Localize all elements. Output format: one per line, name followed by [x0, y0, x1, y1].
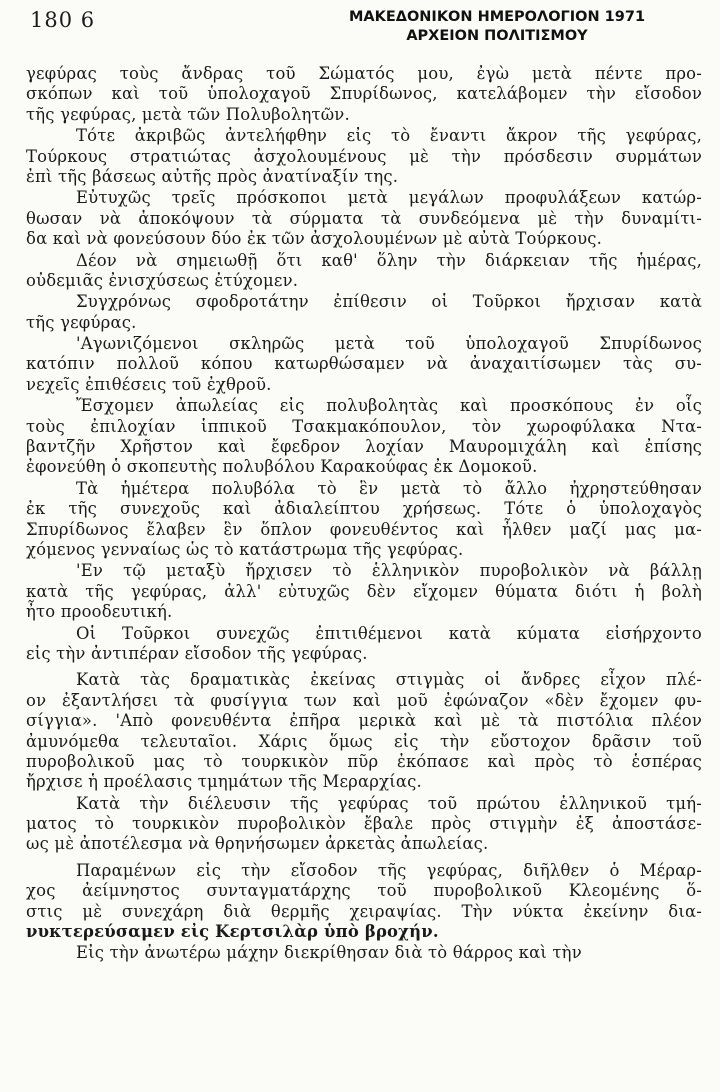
text-line: θωσαν νὰ ἀποκόψουν τὰ σύρματα τὰ συνδεόμενα μὲ τὴν δυναμίτι- — [26, 208, 702, 228]
header-title: ΜΑΚΕΔΟΝΙΚΟΝ ΗΜΕΡΟΛΟΓΙΟΝ 1971 — [348, 9, 646, 25]
text-line: Ἔσχομεν ἀπωλείας εἰς πολυβολητὰς καὶ προσκόπους ἐν οἷς — [76, 396, 702, 416]
running-header — [318, 8, 676, 46]
paragraph — [26, 943, 702, 963]
text-line: ἦτο προοδευτική. — [26, 602, 173, 622]
header-subtitle: ΑΡΧΕΙΟΝ ΠΟΛΙΤΙΣΜΟΥ — [406, 28, 588, 44]
text-line: ως μὲ ἀποτέλεσμα νὰ θρηνήσωμεν ἀρκετὰς ἀπωλείας. — [26, 834, 489, 854]
paragraph — [26, 561, 702, 622]
text-line: Κατὰ τὰς δραματικὰς ἐκείνας στιγμὰς οἱ ἄνδρες εἶχον πλέ- — [76, 670, 702, 690]
text-line: Κατὰ τὴν διέλευσιν τῆς γεφύρας τοῦ πρώτου ἑλληνικοῦ τμή- — [76, 793, 702, 813]
paragraph — [26, 396, 702, 478]
text-line: Τότε ἀκριβῶς ἀντελήφθην εἰς τὸ ἔναντι ἄκρον τῆς γεφύρας, — [76, 126, 702, 146]
text-line: Συγχρόνως σφοδροτάτην ἐπίθεσιν οἱ Τοῦρκοι ἤρχισαν κατὰ — [76, 292, 702, 312]
text-line: Σπυρίδωνος ἔλαβεν ἓν ὅπλον φονευθέντος καὶ ἦλθεν μαζί μας μα- — [26, 519, 702, 539]
text-line: χόμενος γενναίως ὡς τὸ κατάστρωμα τῆς γεφύρας. — [26, 539, 464, 559]
paragraph — [26, 292, 702, 333]
text-line: δα καὶ νὰ φονεύσουν δύο ἐκ τῶν ἀσχολουμένων μὲ αὐτὰ Τούρκους. — [26, 229, 603, 249]
paragraph — [26, 334, 702, 395]
text-line: νυκτερεύσαμεν εἰς Κερτσιλὰρ ὑπὸ βροχήν. — [26, 922, 439, 942]
text-line: πυροβολικοῦ μας τὸ τουρκικὸν πῦρ ἐκόπασε καὶ πρὸς τὸ ἑσπέρας — [26, 751, 702, 771]
text-line: ἀμυνόμεθα τελευταῖοι. Χάρις ὅμως εἰς τὴν εὔστοχον δρᾶσιν τοῦ — [26, 731, 702, 751]
text-line: ἤρχισε ἡ προέλασις τμημάτων τῆς Μεραρχίας. — [26, 772, 422, 792]
text-line: ον ἐξαντλήσει τὰ φυσίγγια των καὶ μοῦ ἐφώναζον «δὲν ἔχομεν φυ- — [26, 690, 702, 710]
text-line: στις μὲ συνεχάρη διὰ θερμῆς χειραψίας. Τὴν νύκτα ἐκείνην δια- — [26, 901, 702, 921]
text-line: κατὰ τῆς γεφύρας, ἀλλ' εὐτυχῶς δὲν εἴχομεν θύματα διότι ἡ βολὴ — [26, 581, 702, 601]
text-line: τοὺς ἐπιλοχίαν ἱππικοῦ Τσακμακόπουλον, τὸν χωροφύλακα Ντα- — [26, 416, 702, 436]
text-line: Παραμένων εἰς τὴν εἴσοδον τῆς γεφύρας, διῆλθεν ὁ Μέραρ- — [76, 860, 702, 880]
text-line: βαντζῆν Χρῆστον καὶ ἔφεδρον λοχίαν Μαυρομιχάλη καὶ ἐπίσης — [26, 437, 702, 457]
paragraph — [26, 251, 702, 292]
text-line: 'Εν τῷ μεταξὺ ἤρχισεν τὸ ἑλληνικὸν πυροβολικὸν νὰ βάλλῃ — [76, 561, 702, 581]
body-text — [26, 64, 702, 965]
text-line: τῆς γεφύρας. — [26, 312, 137, 332]
paragraph — [26, 794, 702, 855]
paragraph — [26, 64, 702, 125]
text-line: Εἰς τὴν ἀνωτέρω μάχην διεκρίθησαν διὰ τὸ θάρρος καὶ τὴν — [76, 943, 582, 963]
text-line: Δέον νὰ σημειωθῇ ὅτι καθ' ὅλην τὴν διάρκειαν τῆς ἡμέρας, — [76, 250, 702, 270]
text-line: ἐφονεύθη ὁ σκοπευτὴς πολυβόλου Καρακούφας ἐκ Δομοκοῦ. — [26, 457, 538, 477]
text-line: Τούρκους στρατιώτας ἀσχολουμένους μὲ τὴν πρόσδεσιν συρμάτων — [26, 146, 702, 166]
text-line: οὐδεμιᾶς ἐνισχύσεως ἐτύχομεν. — [26, 270, 299, 290]
text-line: ἐπὶ τῆς βάσεως αὐτῆς πρὸς ἀνατίναξίν της. — [26, 166, 399, 186]
text-line: τῆς γεφύρας, μετὰ τῶν Πολυβολητῶν. — [26, 104, 350, 124]
text-line: ἐκ τῆς συνεχοῦς καὶ ἀδιαλείπτου χρήσεως. Τότε ὁ ὑπολοχαγὸς — [26, 499, 702, 519]
paragraph — [26, 126, 702, 187]
text-line: νεχεῖς ἐπιθέσεις τοῦ ἐχθροῦ. — [26, 374, 272, 394]
text-line: Εὐτυχῶς τρεῖς πρόσκοποι μετὰ μεγάλων προφυλάξεων κατώρ- — [76, 188, 702, 208]
text-line: γεφύρας τοὺς ἄνδρας τοῦ Σώματός μου, ἐγὼ μετὰ πέντε προ- — [26, 64, 702, 83]
page-number: 180 6 — [30, 8, 96, 32]
paragraph — [26, 188, 702, 249]
text-line: Οἱ Τοῦρκοι συνεχῶς ἐπιτιθέμενοι κατὰ κύματα εἰσήρχοντο — [76, 623, 702, 643]
text-line: 'Αγωνιζόμενοι σκληρῶς μετὰ τοῦ ὑπολοχαγοῦ Σπυρίδωνος — [76, 334, 702, 354]
paragraph — [26, 479, 702, 561]
paragraph — [26, 670, 702, 792]
text-line: κατόπιν πολλοῦ κόπου κατωρθώσαμεν νὰ ἀναχαιτίσωμεν τὰς συ- — [26, 354, 702, 374]
text-line: εἰς τὴν ἀντιπέραν εἴσοδον τῆς γεφύρας. — [26, 643, 368, 663]
text-line: σίγγια». 'Απὸ φονευθέντα ἐπῆρα μερικὰ καὶ μὲ τὰ πιστόλια πλέον — [26, 711, 702, 731]
text-line: χος ἀείμνηστος συνταγματάρχης τοῦ πυροβολικοῦ Κλεομένης ὅ- — [26, 881, 702, 901]
paragraph — [26, 624, 702, 665]
paragraph — [26, 861, 702, 943]
text-line: ματος τὸ τουρκικὸν πυροβολικὸν ἔβαλε πρὸς στιγμὴν ἐξ ἀποστάσε- — [26, 814, 702, 834]
text-line: σκόπων καὶ τοῦ ὑπολοχαγοῦ Σπυρίδωνος, κατελάβομεν τὴν εἴσοδον — [26, 84, 702, 104]
text-line: Τὰ ἡμέτερα πολυβόλα τὸ ἓν μετὰ τὸ ἄλλο ἠχρηστεύθησαν — [76, 478, 702, 498]
